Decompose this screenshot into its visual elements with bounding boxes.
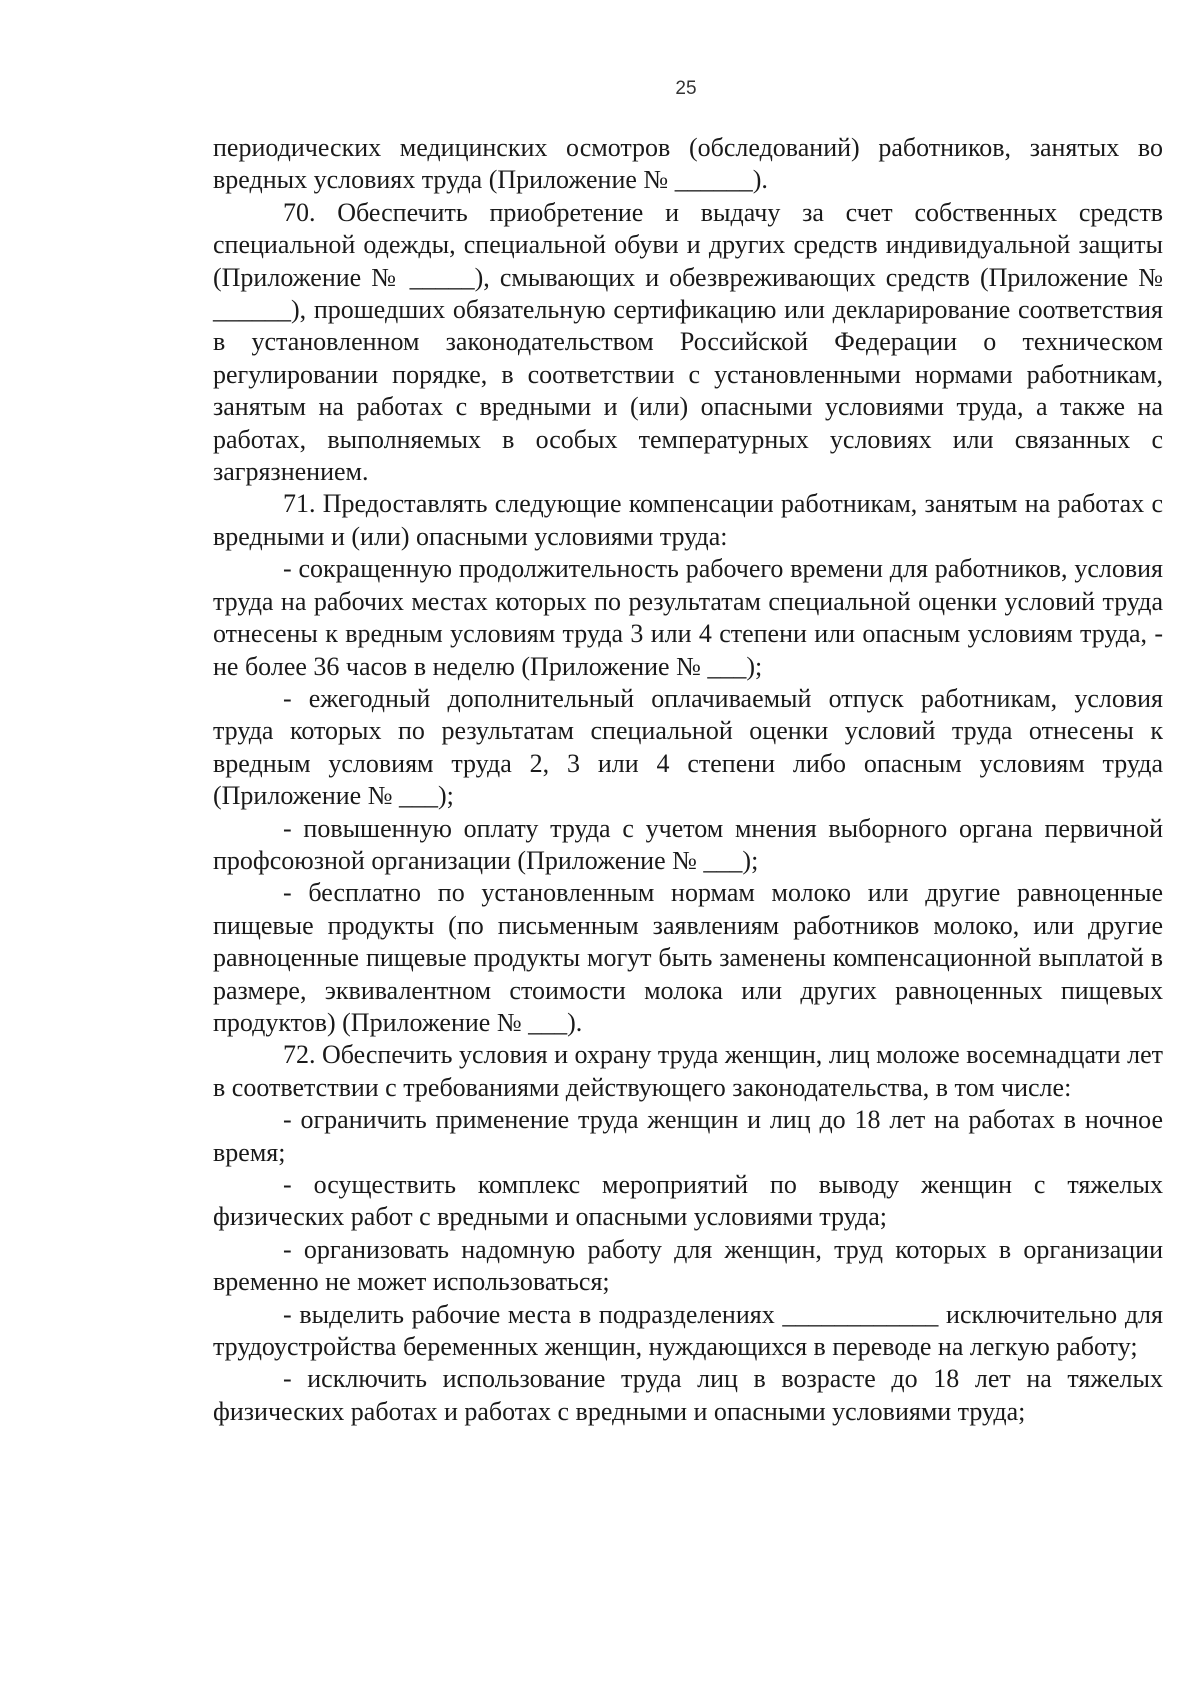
list-item-72-minors: - исключить использование труда лиц в возрасте до 18 лет на тяжелых физических работах и работах с вредными и опасными условиями труда;: [213, 1364, 1163, 1426]
list-item-72-workplaces: - выделить рабочие места в подразделениях ____________ исключительно для трудоустройства беременных женщин, нуждающихся в переводе на легкую работу;: [213, 1299, 1163, 1362]
paragraph-item-70: 70. Обеспечить приобретение и выдачу за счет собственных средств специальной одежды, специальной обуви и других средств индивидуальной защиты (Приложение № _____), смывающих и обезвреживающих средств (Приложение № ______), прошедших обязательную сертификацию или декларирование соответствия в установленном законодательством Российской Федерации о техническом регулировании порядке, в соответствии с установленными нормами работникам, занятым на работах с вредными и (или) опасными условиями труда, а также на работах, выполняемых в особых температурных условиях или связанных с загрязнением.: [213, 197, 1163, 487]
paragraph-item-71: 71. Предоставлять следующие компенсации работникам, занятым на работах с вредными и (или) опасными условиями труда:: [213, 489, 1163, 551]
list-item-71-milk: - бесплатно по установленным нормам молоко или другие равноценные пищевые продукты (по письменным заявлениям работников молоко, или другие равноценные пищевые продукты могут быть заменены компенсационной выплатой в размере, эквивалентном стоимости молока или других равноценных пищевых продуктов) (Приложение № ___).: [213, 878, 1163, 1037]
page-number: 25: [675, 78, 697, 99]
list-item-71-annual-leave: - ежегодный дополнительный оплачиваемый отпуск работникам, условия труда которых по результатам специальной оценки условий труда отнесены к вредным условиям труда 2, 3 или 4 степени либо опасным условиям труда (Приложение № ___);: [213, 683, 1163, 811]
list-item-72-home-work: - организовать надомную работу для женщин, труд которых в организации временно не может использоваться;: [213, 1234, 1163, 1297]
document-body: [213, 132, 1163, 1428]
list-item-72-heavy-work: - осуществить комплекс мероприятий по выводу женщин с тяжелых физических работ с вредными и опасными условиями труда;: [213, 1170, 1163, 1232]
paragraph-continuation: периодических медицинских осмотров (обследований) работников, занятых во вредных условиях труда (Приложение № ______).: [213, 133, 1163, 195]
paragraph-item-72: 72. Обеспечить условия и охрану труда женщин, лиц моложе восемнадцати лет в соответствии с требованиями действующего законодательства, в том числе:: [213, 1040, 1163, 1102]
list-item-71-reduced-hours: - сокращенную продолжительность рабочего времени для работников, условия труда на рабочих местах которых по результатам специальной оценки условий труда отнесены к вредным условиям труда 3 или 4 степени или опасным условиям труда, - не более 36 часов в неделю (Приложение № ___);: [213, 554, 1163, 681]
list-item-71-increased-pay: - повышенную оплату труда с учетом мнения выборного органа первичной профсоюзной организации (Приложение № ___);: [213, 813, 1163, 875]
list-item-72-night-work: - ограничить применение труда женщин и лиц до 18 лет на работах в ночное время;: [213, 1105, 1163, 1167]
